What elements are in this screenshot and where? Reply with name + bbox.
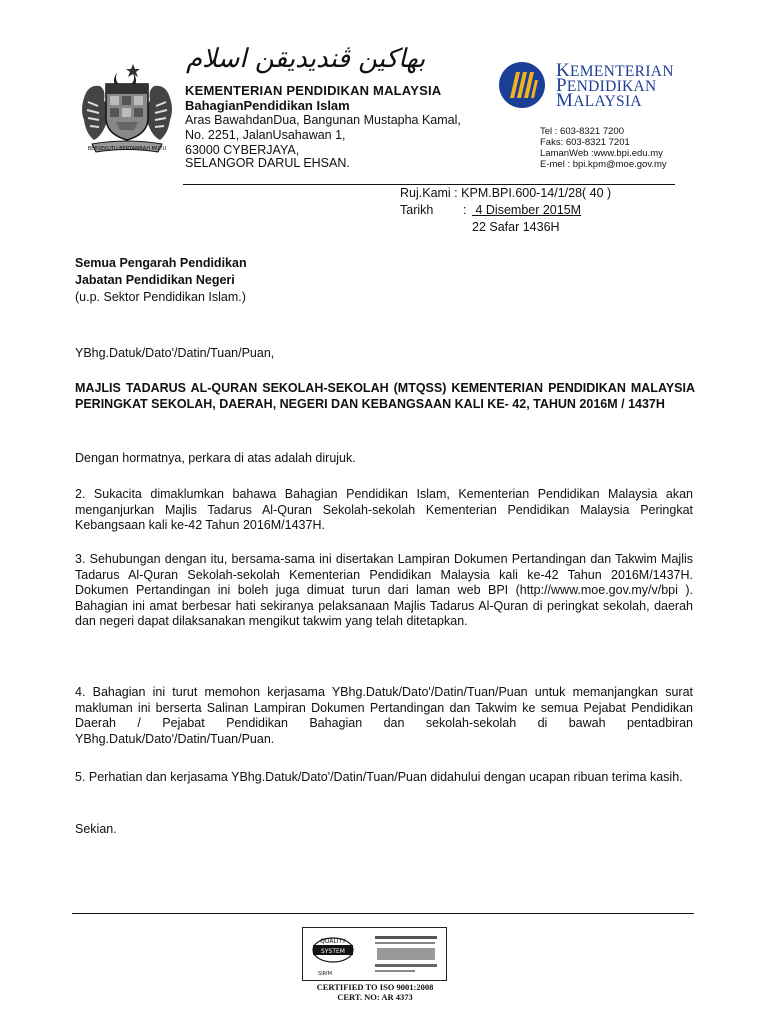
paragraph-5: 5. Perhatian dan kerjasama YBhg.Datuk/Dato'/Datin/Tuan/Puan didahului dengan ucapan ribuan terima kasih.: [75, 770, 683, 784]
recipient-line-1: Semua Pengarah Pendidikan: [75, 256, 247, 270]
badge-system-text: SYSTEM: [321, 948, 345, 955]
footer-divider: [72, 913, 694, 914]
quality-certification-badge: [302, 927, 447, 981]
ministry-name: KEMENTERIAN PENDIDIKAN MALAYSIA: [185, 83, 442, 98]
address-line-1: Aras BawahdanDua, Bangunan Mustapha Kamal,: [185, 113, 461, 127]
cert-number: CERT. NO: AR 4373: [337, 992, 413, 1002]
salutation: YBhg.Datuk/Dato'/Datin/Tuan/Puan,: [75, 346, 275, 360]
logo-text-line-1: KEMENTERIAN: [556, 60, 674, 81]
date-separator: :: [463, 203, 467, 217]
reference-value: KPM.BPI.600-14/1/28( 40 ): [461, 186, 612, 200]
recipient-line-2: Jabatan Pendidikan Negeri: [75, 273, 235, 287]
paragraph-2: 2. Sukacita dimaklumkan bahawa Bahagian Pendidikan Islam, Kementerian Pendidikan Malaysia akan menganjurkan Majlis Tadarus Al-Quran Sekolah-sekolah Kementerian Pendidikan Malaysia Peringkat Kebangsaan kali ke-42 Tahun 2016M/1437H.: [75, 487, 693, 533]
opening-line: Dengan hormatnya, perkara di atas adalah dirujuk.: [75, 451, 356, 465]
logo-text-line-2: PENDIDIKAN: [556, 75, 657, 96]
closing: Sekian.: [75, 822, 117, 836]
iso-certification-text: CERTIFIED TO ISO 9001:2008: [316, 982, 434, 992]
paragraph-4: 4. Bahagian ini turut memohon kerjasama YBhg.Datuk/Dato'/Datin/Tuan/Puan untuk memanjangkan surat makluman ini berserta Salinan Lampiran Dokumen Pertandingan dan Takwim ke semua Pejabat Pendidikan Daerah / Pejabat Pendidikan Bahagian dan sekolah-sekolah di bawah pentadbiran YBhg.Datuk/Dato'/Datin/Tuan/Puan.: [75, 685, 693, 746]
badge-quality-text: QUALITY: [320, 938, 346, 945]
contact-tel: Tel : 603-8321 7200: [540, 126, 624, 137]
kpm-logo-icon: [496, 60, 548, 110]
svg-text:BERSEKUTU BERTAMBAH MUTU: BERSEKUTU BERTAMBAH MUTU: [87, 146, 167, 152]
contact-website: LamanWeb :www.bpi.edu.my: [540, 148, 663, 159]
date-label: Tarikh: [400, 203, 434, 217]
logo-text-line-3: MALAYSIA: [556, 90, 642, 111]
reference-label: Ruj.Kami :: [400, 186, 458, 200]
letter-subject: MAJLIS TADARUS AL-QURAN SEKOLAH-SEKOLAH (MTQSS) KEMENTERIAN PENDIDIKAN MALAYSIA PERINGKAT SEKOLAH, DAERAH, NEGERI DAN KEBANGSAAN KALI KE- 42, TAHUN 2016M / 1437H: [75, 381, 695, 411]
hijri-date: 22 Safar 1436H: [472, 220, 560, 234]
header-divider: [183, 184, 675, 185]
contact-fax: Faks: 603-8321 7201: [540, 137, 630, 148]
reference-number: [400, 186, 611, 200]
badge-sirim-text: SIRIM: [318, 971, 332, 977]
recipient-line-3: (u.p. Sektor Pendidikan Islam.): [75, 290, 246, 304]
address-line-4: SELANGOR DARUL EHSAN.: [185, 156, 350, 170]
contact-email: E-mel : bpi.kpm@moe.gov.my: [540, 159, 667, 170]
address-line-2: No. 2251, JalanUsahawan 1,: [185, 128, 346, 142]
malaysia-coat-of-arms-logo: [78, 58, 176, 158]
jawi-division-name: بهاكين ڤنديديقن اسلام: [186, 44, 426, 74]
date-value: 4 Disember 2015M: [472, 203, 582, 217]
division-name: BahagianPendidikan Islam: [185, 98, 350, 113]
address-line-3: 63000 CYBERJAYA,: [185, 143, 300, 157]
paragraph-3: 3. Sehubungan dengan itu, bersama-sama ini disertakan Lampiran Dokumen Pertandingan dan Takwim Majlis Tadarus Al-Quran Sekolah-sekolah Kementerian Pendidikan Malaysia kali ke-42 Tahun 2016M/1437H. Dokumen Pertandingan ini boleh juga dimuat turun dari laman web BPI (http://www.moe.gov.my/v/bpi ). Bahagian ini amat berbesar hati sekiranya pelaksanaan Majlis Tadarus Al-Quran di peringkat sekolah, daerah dan negeri dapat dilaksanakan mengikut takwim yang telah ditetapkan.: [75, 552, 693, 629]
